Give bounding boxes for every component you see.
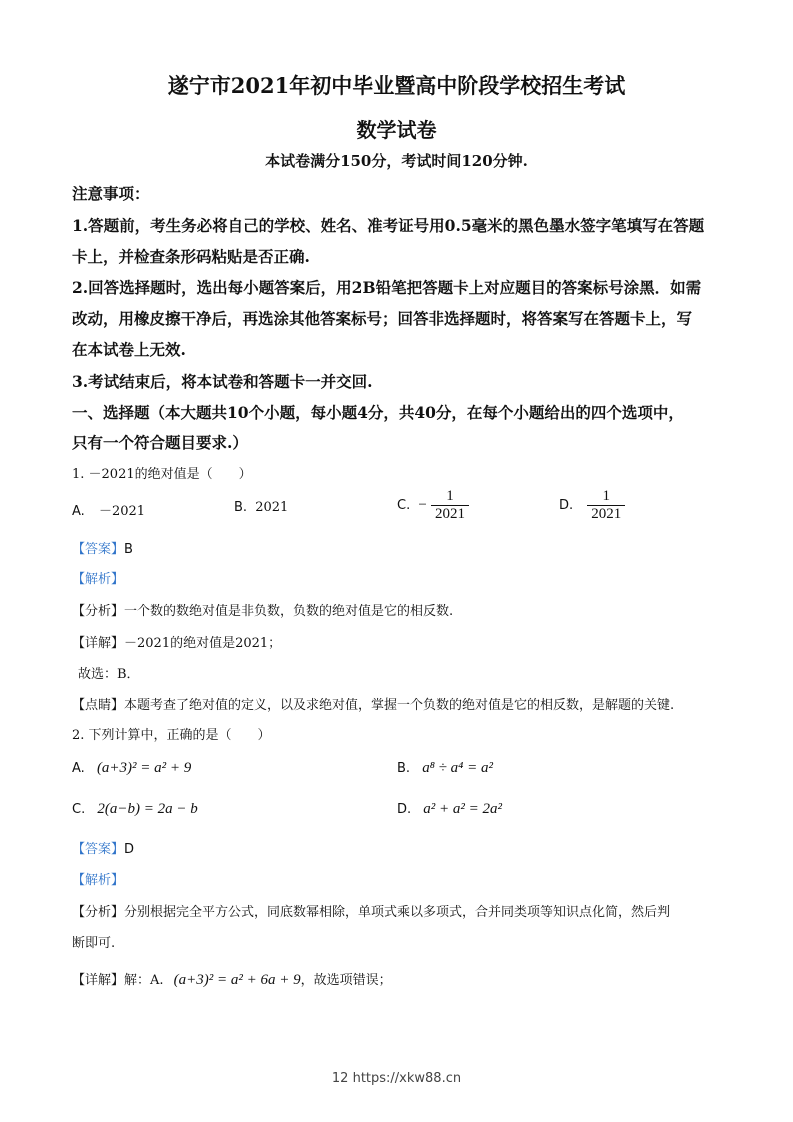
q1-option-c-numerator: 1 xyxy=(431,488,469,506)
q1-option-c xyxy=(397,488,469,523)
q2-option-b-expr: a⁸ ÷ a⁴ = a² xyxy=(422,760,493,776)
q1-dianjing: 【点睛】本题考查了绝对值的定义，以及求绝对值，掌握一个负数的绝对值是它的相反数，是解题的关键. xyxy=(72,698,675,713)
q2-answer xyxy=(72,838,732,857)
q1-fenxi: 【分析】一个数的数绝对值是非负数，负数的绝对值是它的相反数. xyxy=(72,604,454,619)
q1-option-c-sign: − xyxy=(418,497,427,513)
q2-option-d-label: D. xyxy=(397,802,412,817)
q1-stem: 1. －2021的绝对值是（ ） xyxy=(72,467,252,482)
q2-xiangjie-suffix: ，故选项错误； xyxy=(300,973,392,988)
q2-option-a-label: A. xyxy=(72,761,85,776)
q1-option-b-text: 2021 xyxy=(255,500,289,515)
notice-item1-line2: 卡上，并检查条形码粘贴是否正确. xyxy=(72,247,310,266)
q1-option-a-text: －2021 xyxy=(98,504,146,519)
q1-option-a xyxy=(72,500,145,519)
q1-option-d-label: D. xyxy=(559,498,574,513)
notice-item1-line1: 1.答题前，考生务必将自己的学校、姓名、准考证号用0.5毫米的黑色墨水签字笔填写在答题 xyxy=(72,216,705,235)
q2-option-d xyxy=(397,801,502,818)
q1-answer-tag: 【答案】 xyxy=(72,542,125,557)
q2-option-a-expr: (a+3)² = a² + 9 xyxy=(96,760,192,776)
q1-answer xyxy=(72,538,732,557)
q2-option-c-expr: 2(a−b) = 2a − b xyxy=(97,801,198,817)
q2-fenxi-line1: 【分析】分别根据完全平方公式，同底数幂相除，单项式乘以多项式，合并同类项等知识点化简，然后判 xyxy=(72,905,671,920)
q1-option-b-label: B. xyxy=(234,500,248,515)
page-footer: 12 https://xkw88.cn xyxy=(331,1071,462,1086)
exam-info: 本试卷满分150分，考试时间120分钟. xyxy=(265,152,528,170)
section1-line2: 只有一个符合题目要求.） xyxy=(72,433,248,452)
q2-answer-value: D xyxy=(124,842,135,857)
q1-analysis-tag: 【解析】 xyxy=(72,572,125,587)
q2-xiangjie-expr: (a+3)² = a² + 6a + 9 xyxy=(173,972,301,988)
q1-option-d-numerator: 1 xyxy=(587,488,625,506)
q1-option-d xyxy=(559,488,625,523)
q1-answer-value: B xyxy=(124,542,133,557)
exam-subtitle: 数学试卷 xyxy=(356,118,437,142)
notice-item2-line1: 2.回答选择题时，选出每小题答案后，用2B铅笔把答题卡上对应题目的答案标号涂黑．如需 xyxy=(72,278,702,297)
q1-option-a-label: A. xyxy=(72,504,85,519)
notice-heading: 注意事项： xyxy=(72,184,150,203)
q2-option-a xyxy=(72,760,191,777)
q1-option-b xyxy=(234,500,288,515)
q1-option-d-denominator: 2021 xyxy=(591,506,622,522)
q2-stem: 2. 下列计算中，正确的是（ ） xyxy=(72,728,271,743)
q1-xiangjie: 【详解】－2021的绝对值是2021； xyxy=(72,636,282,651)
exam-title: 遂宁市2021年初中毕业暨高中阶段学校招生考试 xyxy=(167,73,626,98)
q1-option-c-fraction xyxy=(431,488,469,523)
q2-xiangjie xyxy=(72,969,732,989)
notice-item3: 3.考试结束后，将本试卷和答题卡一并交回. xyxy=(72,372,373,391)
q1-option-d-fraction xyxy=(587,488,625,523)
q2-analysis-tag: 【解析】 xyxy=(72,873,125,888)
q2-option-b xyxy=(397,760,493,777)
q2-option-d-expr: a² + a² = 2a² xyxy=(423,801,503,817)
q2-answer-tag: 【答案】 xyxy=(72,842,125,857)
q2-option-b-label: B. xyxy=(397,761,411,776)
q1-option-c-denominator: 2021 xyxy=(434,506,465,522)
q2-xiangjie-prefix: 【详解】解：A. xyxy=(72,973,164,988)
q1-guxuan: 故选：B． xyxy=(78,667,140,682)
notice-item2-line2: 改动，用橡皮擦干净后，再选涂其他答案标号；回答非选择题时，将答案写在答题卡上，写 xyxy=(72,309,693,328)
q2-option-c xyxy=(72,801,198,818)
q2-option-c-label: C. xyxy=(72,802,86,817)
q1-option-c-label: C. xyxy=(397,498,411,513)
section1-line1: 一、选择题（本大题共10个小题，每小题4分，共40分，在每个小题给出的四个选项中， xyxy=(72,403,684,422)
notice-item2-line3: 在本试卷上无效. xyxy=(72,340,186,359)
q2-fenxi-line2: 断即可. xyxy=(72,936,116,951)
